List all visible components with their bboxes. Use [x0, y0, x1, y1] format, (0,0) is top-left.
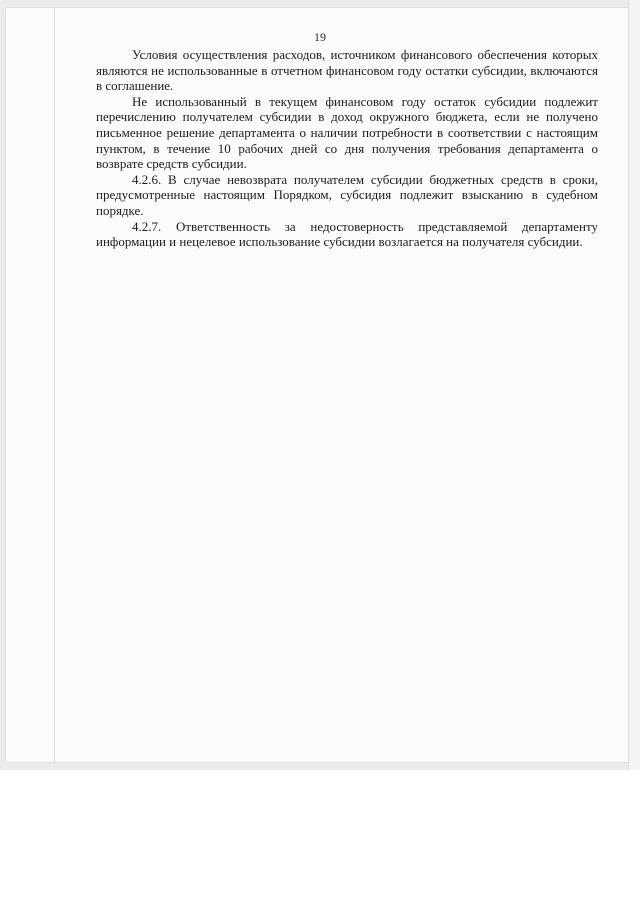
page-fold-line	[54, 8, 55, 762]
page-number: 19	[314, 30, 326, 44]
scan-edge	[628, 0, 640, 770]
paragraph-unused-balance-transfer: Не использованный в текущем финансовом году остаток субсидии подлежит перечислению получателем субсидии в доход окружного бюджета, если не получено письменное решение департамента о наличии потребности в соответствии с настоящим пунктом, в течение 10 рабочих дней со дня получения требования департамента о возврате средств субсидии.	[96, 93, 598, 172]
paragraph-unused-balance-conditions: Условия осуществления расходов, источником финансового обеспечения которых являются не использованные в отчетном финансовом году остатки субсидии, включаются в соглашение.	[96, 47, 598, 94]
paragraph-4-2-7: 4.2.7. Ответственность за недостоверность представляемой департаменту информации и нецелевое использование субсидии возлагается на получателя субсидии.	[96, 218, 598, 250]
paragraph-4-2-6: 4.2.6. В случае невозврата получателем субсидии бюджетных средств в сроки, предусмотренные настоящим Порядком, субсидия подлежит взысканию в судебном порядке.	[96, 171, 598, 218]
document-body	[96, 47, 598, 250]
